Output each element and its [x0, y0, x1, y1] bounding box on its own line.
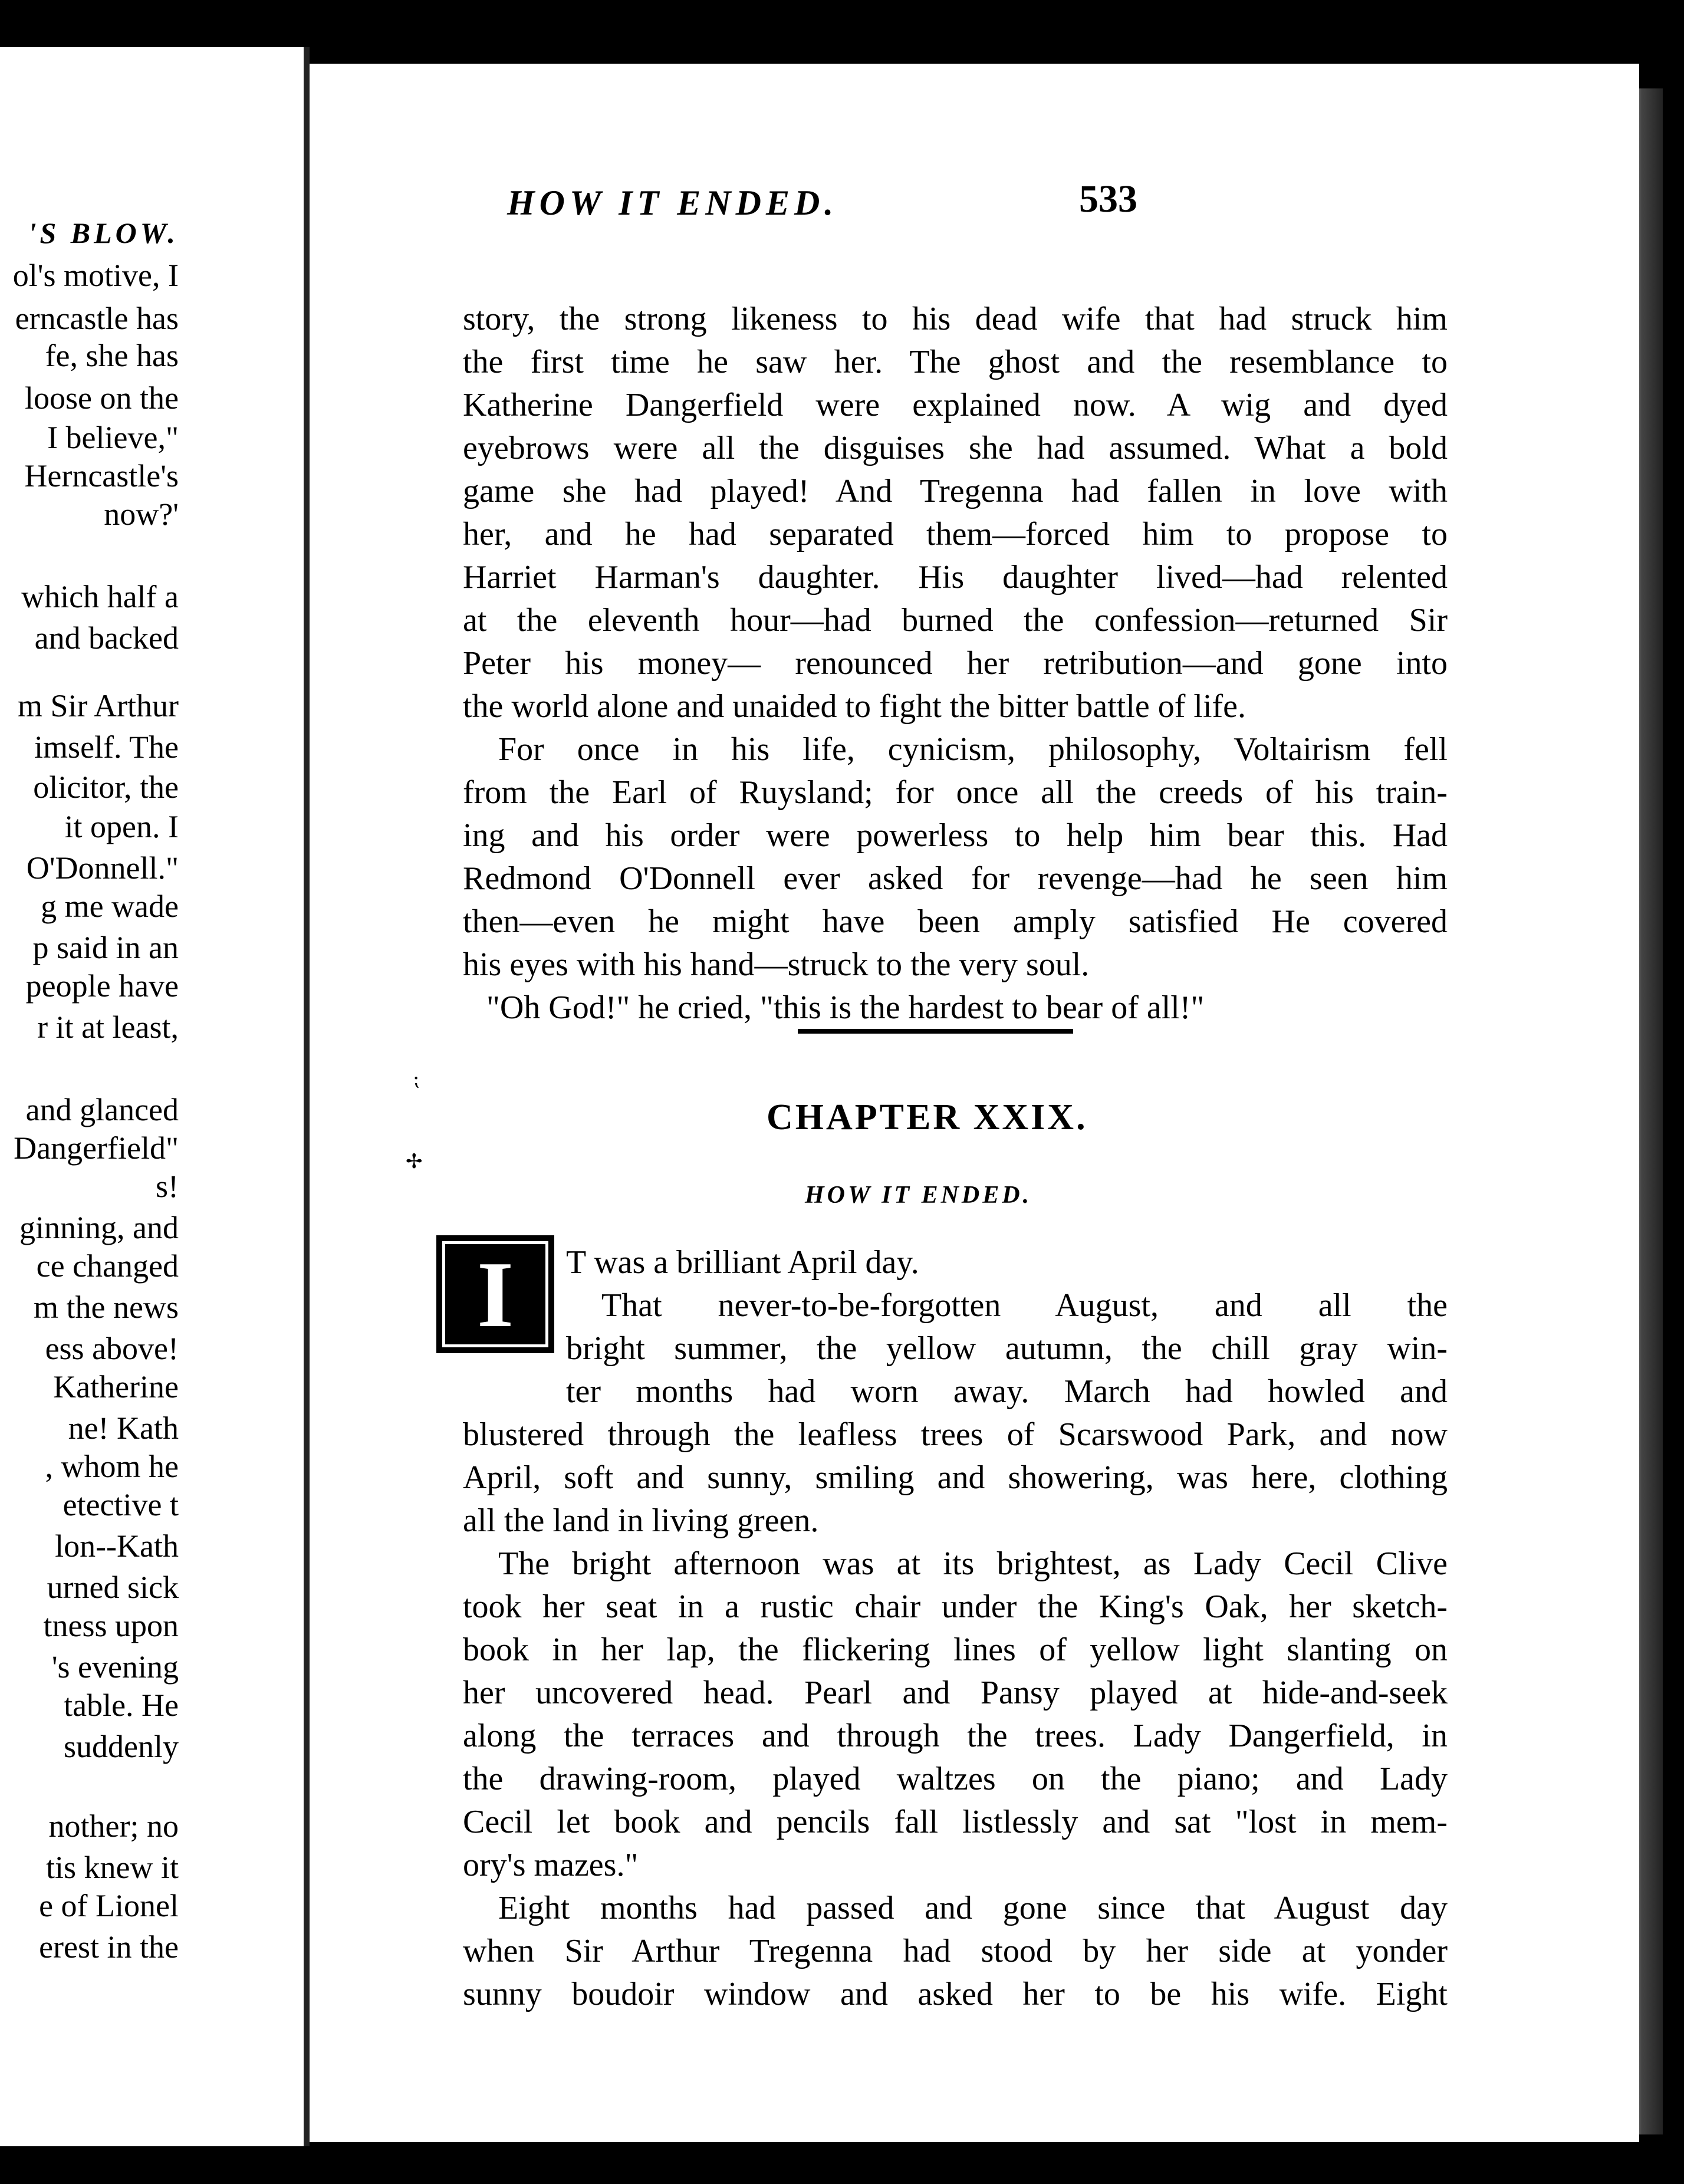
top-paragraphs [463, 298, 1448, 1029]
left-text-line: ne! Kath [68, 1410, 179, 1446]
text-line: ory's mazes." [463, 1847, 639, 1883]
left-text-line: Dangerfield" [14, 1130, 179, 1166]
text-line: For once in his life, cynicism, philosophy, Voltairism fell [498, 731, 1448, 768]
chapter-subtitle: HOW IT ENDED. [805, 1182, 1032, 1209]
left-text-line: Herncastle's [24, 458, 179, 494]
book-gutter [304, 47, 310, 2146]
left-text-line: g me wade [41, 889, 179, 924]
left-text-line: ce changed [36, 1248, 179, 1284]
left-facing-page [0, 47, 310, 2146]
dropcap-letter: I [442, 1241, 548, 1347]
text-line: Redmond O'Donnell ever asked for revenge—had he seen him [463, 860, 1448, 897]
left-text-line: ol's motive, I [12, 258, 179, 293]
text-line: April, soft and sunny, smiling and showering, was here, clothing [463, 1459, 1448, 1496]
left-text-line: erncastle has [15, 301, 179, 336]
text-line: game she had played! And Tregenna had fallen in love with [463, 473, 1448, 509]
text-line: then—even he might have been amply satisfied He covered [463, 903, 1448, 940]
left-text-line: O'Donnell." [26, 850, 179, 886]
text-line: ter months had worn away. March had howled and [566, 1373, 1448, 1410]
text-line: T was a brilliant April day. [566, 1244, 919, 1281]
section-divider [798, 1029, 1073, 1034]
left-text-line: imself. The [34, 729, 179, 765]
left-text-line: tis knew it [46, 1850, 179, 1885]
text-line: her, and he had separated them—forced him to propose to [463, 516, 1448, 552]
left-running-head: 'S BLOW. [28, 216, 179, 249]
left-text-line: m Sir Arthur [17, 688, 179, 723]
left-text-line: which half a [21, 579, 179, 614]
text-line: Peter his money— renounced her retribution—and gone into [463, 645, 1448, 682]
left-text-line: and backed [34, 620, 179, 656]
text-line: Eight months had passed and gone since that August day [498, 1890, 1448, 1926]
margin-mark: ✢ [406, 1151, 423, 1173]
text-line: the first time he saw her. The ghost and the resemblance to [463, 344, 1448, 380]
text-line: Katherine Dangerfield were explained now. A wig and dyed [463, 387, 1448, 423]
left-text-line: fe, she has [45, 338, 179, 373]
left-text-line: , whom he [45, 1449, 179, 1484]
left-text-line: loose on the [25, 380, 179, 416]
text-line: bright summer, the yellow autumn, the chill gray win- [566, 1330, 1448, 1367]
text-line: all the land in living green. [463, 1502, 819, 1539]
text-line: blustered through the leafless trees of Scarswood Park, and now [463, 1416, 1448, 1453]
text-line: the drawing-room, played waltzes on the piano; and Lady [463, 1761, 1448, 1797]
left-text-line: urned sick [47, 1570, 179, 1605]
left-text-line: 's evening [51, 1649, 179, 1685]
left-text-line: table. He [64, 1688, 179, 1723]
text-line: Cecil let book and pencils fall listlessly and sat "lost in mem- [463, 1804, 1448, 1840]
text-line: eyebrows were all the disguises she had assumed. What a bold [463, 430, 1448, 466]
margin-mark: ⁏ [413, 1068, 420, 1090]
left-text-line: olicitor, the [33, 769, 179, 805]
chapter-title: CHAPTER XXIX. [767, 1097, 1088, 1137]
text-line: his eyes with his hand—struck to the very soul. [463, 946, 1090, 983]
left-text-line: tness upon [43, 1608, 179, 1643]
text-line: when Sir Arthur Tregenna had stood by her side at yonder [463, 1933, 1448, 1969]
text-line: the world alone and unaided to fight the bitter battle of life. [463, 688, 1246, 725]
left-text-line: etective t [63, 1487, 179, 1522]
left-text-line: it open. I [64, 809, 179, 844]
left-text-line: I believe," [47, 420, 179, 455]
left-text-line: lon--Kath [55, 1528, 179, 1564]
left-text-line: r it at least, [37, 1009, 179, 1045]
page-number: 533 [1079, 177, 1137, 221]
text-line: book in her lap, the flickering lines of yellow light slanting on [463, 1632, 1448, 1668]
left-text-line: nother; no [48, 1808, 179, 1844]
text-line: from the Earl of Ruysland; for once all the creeds of his train- [463, 774, 1448, 811]
left-text-line: m the news [34, 1290, 179, 1325]
text-line: her uncovered head. Pearl and Pansy played at hide-and-seek [463, 1675, 1448, 1711]
text-line: sunny boudoir window and asked her to be his wife. Eight [463, 1976, 1448, 2012]
text-line: at the eleventh hour—had burned the confession—returned Sir [463, 602, 1448, 639]
left-text-line: ess above! [45, 1331, 179, 1366]
left-text-line: e of Lionel [39, 1888, 179, 1923]
text-line: took her seat in a rustic chair under the King's Oak, her sketch- [463, 1588, 1448, 1625]
running-head: HOW IT ENDED. [507, 183, 838, 222]
text-line: Harriet Harman's daughter. His daughter lived—had relented [463, 559, 1448, 596]
left-text-line: ginning, and [19, 1210, 179, 1245]
left-text-line: erest in the [39, 1929, 179, 1965]
left-text-line: now?' [104, 496, 179, 532]
text-line: That never-to-be-forgotten August, and all the [601, 1287, 1448, 1324]
text-line: along the terraces and through the trees. Lady Dangerfield, in [463, 1718, 1448, 1754]
left-text-line: Katherine [53, 1369, 179, 1405]
left-text-line: and glanced [25, 1092, 179, 1127]
left-text-line: people have [25, 968, 179, 1004]
left-text-line: s! [156, 1169, 179, 1204]
left-text-line: p said in an [32, 930, 179, 965]
text-line: ing and his order were powerless to help him bear this. Had [463, 817, 1448, 854]
text-line: The bright afternoon was at its brightest, as Lady Cecil Clive [498, 1545, 1448, 1582]
chapter-body [463, 1241, 1448, 2016]
text-line: "Oh God!" he cried, "this is the hardest to bear of all!" [486, 989, 1205, 1026]
left-text-line: suddenly [64, 1729, 179, 1764]
text-line: story, the strong likeness to his dead wife that had struck him [463, 301, 1448, 337]
